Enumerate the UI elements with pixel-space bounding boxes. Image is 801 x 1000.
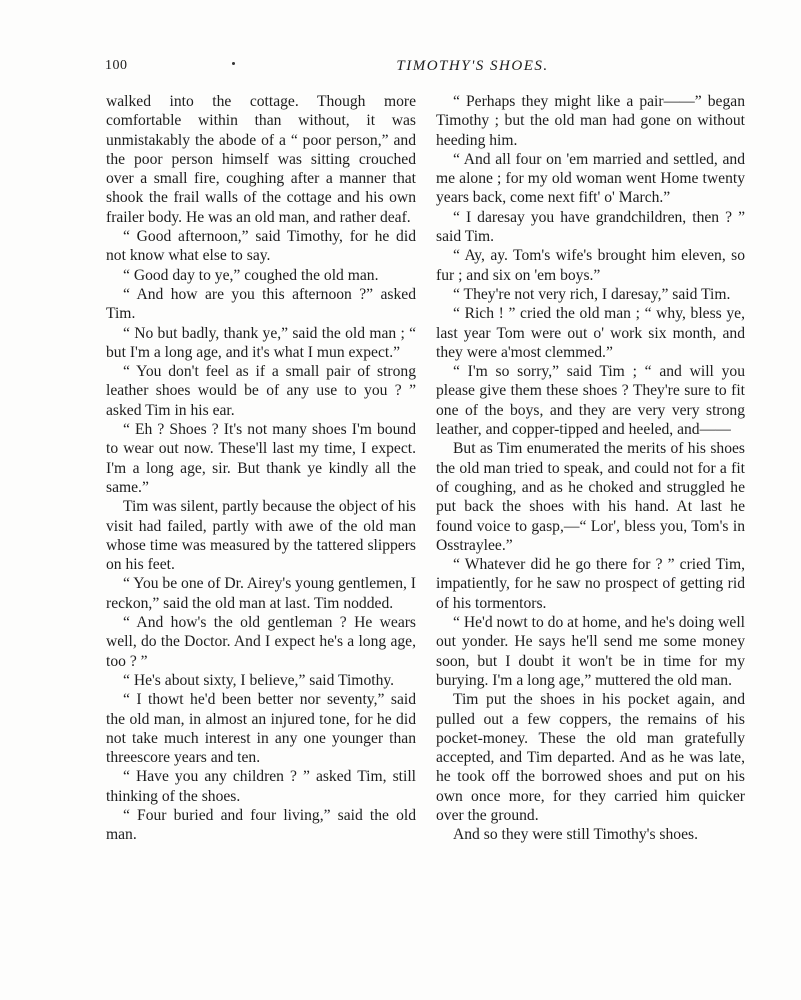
paragraph: walked into the cottage. Though more comfortable within than without, it was unmistakably the abode of a “ poor person,” and the poor person himself was sitting crouched over a small fire, coughing after a manner that shook the frail walls of the cottage and his own frailer body. He was an old man, and rather deaf.: [106, 93, 416, 226]
paragraph: “ I thowt he'd been better nor seventy,” said the old man, in almost an injured tone, for he did not take much interest in any one younger than threescore years and ten.: [106, 691, 416, 767]
paragraph: Tim put the shoes in his pocket again, and pulled out a few coppers, the remains of his pocket-money. These the old man gratefully accepted, and Tim departed. And as he was late, he took off the borrowed shoes and put on his own once more, for they carried him quicker over the ground.: [436, 691, 745, 824]
paragraph: “ He'd nowt to do at home, and he's doing well out yonder. He says he'll send me some money soon, but I doubt it won't be in time for my burying. I'm a long age,” muttered the old man.: [436, 614, 745, 689]
paragraph: “ I daresay you have grandchildren, then ? ” said Tim.: [436, 208, 745, 246]
paragraph: “ And how are you this afternoon ?” asked Tim.: [106, 285, 416, 323]
paragraph: “ Ay, ay. Tom's wife's brought him eleven, so fur ; and six on 'em boys.”: [436, 247, 745, 284]
paragraph: “ Four buried and four living,” said the old man.: [106, 806, 416, 844]
paragraph: “ Whatever did he go there for ? ” cried Tim, impatiently, for he saw no prospect of getting rid of his tormentors.: [436, 556, 745, 612]
paragraph: “ And how's the old gentleman ? He wears well, do the Doctor. And I expect he's a long age, too ? ”: [106, 614, 416, 670]
paragraph: And so they were still Timothy's shoes.: [453, 826, 698, 844]
paragraph: “ He's about sixty, I believe,” said Timothy.: [123, 671, 395, 689]
paragraph: Tim was silent, partly because the object of his visit had failed, partly with awe of the old man whose time was measured by the tattered slippers on his feet.: [106, 498, 416, 574]
paragraph: “ You don't feel as if a small pair of strong leather shoes would be of any use to you ? ” asked Tim in his ear.: [106, 363, 416, 419]
paragraph: “ Good afternoon,” said Timothy, for he did not know what else to say.: [106, 228, 416, 265]
paragraph: “ Have you any children ? ” asked Tim, still thinking of the shoes.: [106, 768, 416, 805]
left-column: [106, 92, 416, 845]
paragraph: “ No but badly, thank ye,” said the old man ; “ but I'm a long age, and it's what I mun expect.”: [106, 324, 416, 361]
paragraph: “ They're not very rich, I daresay,” said Tim.: [453, 285, 731, 303]
paragraph: “ I'm so sorry,” said Tim ; “ and will you please give them these shoes ? They're sure to fit one of the boys, and they are very very strong leather, and copper-tipped and heeled, and——: [436, 363, 745, 439]
paragraph: But as Tim enumerated the merits of his shoes the old man tried to speak, and could not for a fit of coughing, and as he choked and struggled he put back the shoes with his hand. At last he found voice to gasp,—“ Lor', bless you, Tom's in Osstraylee.”: [436, 440, 745, 554]
paragraph: “ Perhaps they might like a pair——” began Timothy ; but the old man had gone on without heeding him.: [436, 93, 745, 149]
paragraph: “ Rich ! ” cried the old man ; “ why, bless ye, last year Tom were out o' work six month, and they were a'most clemmed.”: [436, 305, 745, 361]
page-number: 100: [105, 58, 128, 73]
paragraph: “ Good day to ye,” coughed the old man.: [123, 266, 379, 284]
paragraph: “ You be one of Dr. Airey's young gentlemen, I reckon,” said the old man at last. Tim nodded.: [106, 575, 416, 612]
page-header: [105, 58, 745, 82]
paragraph: “ And all four on 'em married and settled, and me alone ; for my old woman went Home twenty years back, come next fift' o' March.”: [436, 150, 745, 207]
right-column: [436, 92, 745, 845]
paragraph: “ Eh ? Shoes ? It's not many shoes I'm bound to wear out now. These'll last my time, I expect. I'm a long age, sir. But thank ye kindly all the same.”: [106, 421, 416, 496]
running-title: TIMOTHY'S SHOES.: [396, 58, 549, 74]
